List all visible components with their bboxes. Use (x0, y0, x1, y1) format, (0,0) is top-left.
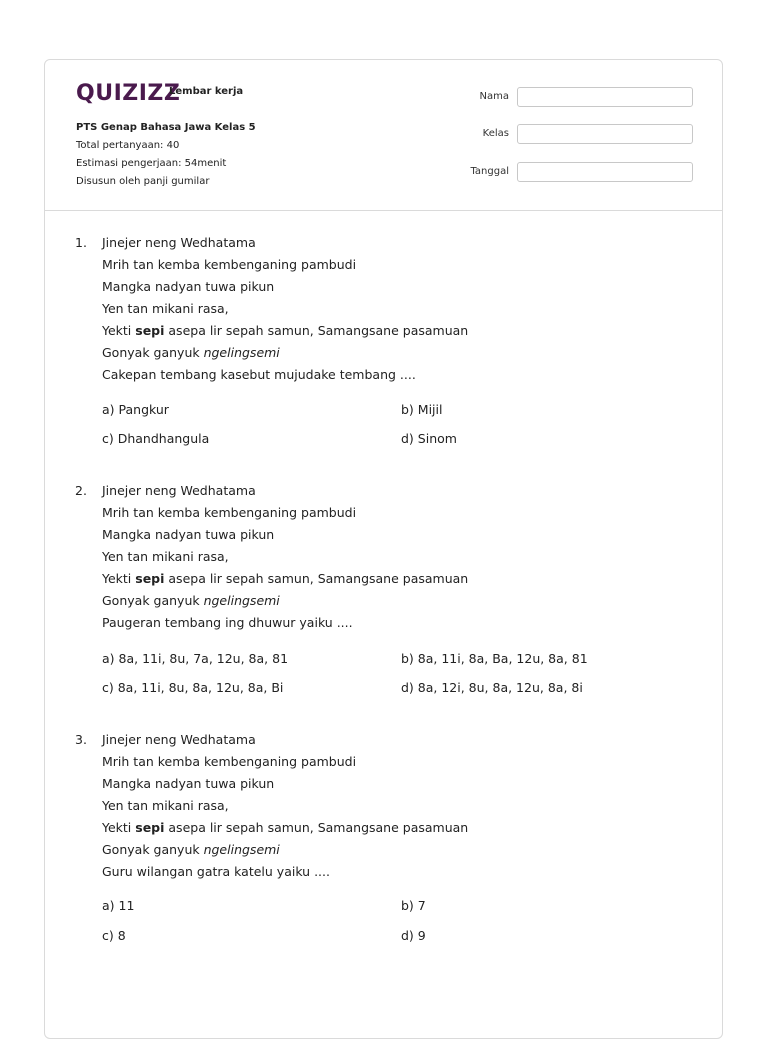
verse-line: Mangka nadyan tuwa pikun (102, 527, 275, 542)
verse-text: Yekti (102, 820, 136, 835)
verse-italic-word: ngelingsemi (203, 345, 280, 360)
date-field[interactable] (517, 162, 693, 182)
verse-line: Jinejer neng Wedhatama (102, 732, 256, 747)
verse-line: Yen tan mikani rasa, (102, 798, 229, 813)
verse-text: Gonyak ganyuk (102, 842, 204, 857)
verse-line: Mrih tan kemba kembenganing pambudi (102, 754, 357, 769)
option-b[interactable]: b) Mijil (401, 402, 443, 417)
verse-line (102, 593, 468, 615)
verse-line (102, 345, 468, 367)
question-text (102, 235, 468, 389)
verse-bold-word: sepi (135, 323, 165, 338)
verse-line: Mangka nadyan tuwa pikun (102, 279, 275, 294)
class-field[interactable] (517, 124, 693, 144)
option-c[interactable]: c) 8a, 11i, 8u, 8a, 12u, 8a, Bi (102, 680, 284, 695)
verse-line: Jinejer neng Wedhatama (102, 235, 256, 250)
worksheet (44, 59, 723, 1039)
question-number: 2. (75, 483, 87, 498)
verse-line: Jinejer neng Wedhatama (102, 483, 256, 498)
question-prompt: Cakepan tembang kasebut mujudake tembang .... (102, 367, 416, 382)
verse-bold-word: sepi (135, 820, 165, 835)
worksheet-title: PTS Genap Bahasa Jawa Kelas 5 (76, 122, 256, 133)
verse-text: asepa lir sepah samun, Samangsane pasamuan (164, 820, 469, 835)
verse-italic-word: ngelingsemi (203, 593, 280, 608)
worksheet-label: Lembar kerja (169, 86, 244, 97)
author: Disusun oleh panji gumilar (76, 176, 210, 187)
total-questions: Total pertanyaan: 40 (76, 140, 180, 151)
option-c[interactable]: c) Dhandhangula (102, 431, 210, 446)
verse-line: Mrih tan kemba kembenganing pambudi (102, 257, 357, 272)
verse-line (102, 842, 468, 864)
option-a[interactable]: a) 11 (102, 898, 135, 913)
worksheet-meta (76, 119, 256, 191)
option-d[interactable]: d) Sinom (401, 431, 457, 446)
option-a[interactable]: a) 8a, 11i, 8u, 7a, 12u, 8a, 81 (102, 651, 289, 666)
option-d[interactable]: d) 9 (401, 928, 426, 943)
option-c[interactable]: c) 8 (102, 928, 126, 943)
estimated-time: Estimasi pengerjaan: 54menit (76, 158, 227, 169)
verse-bold-word: sepi (135, 571, 165, 586)
verse-line: Yen tan mikani rasa, (102, 301, 229, 316)
quizizz-logo: QUIZIZZ (76, 81, 181, 106)
verse-text: asepa lir sepah samun, Samangsane pasamuan (164, 323, 469, 338)
name-field[interactable] (517, 87, 693, 107)
class-label: Kelas (482, 128, 509, 139)
verse-line: Mrih tan kemba kembenganing pambudi (102, 505, 357, 520)
question-prompt: Paugeran tembang ing dhuwur yaiku .... (102, 615, 353, 630)
question-text (102, 483, 468, 637)
verse-italic-word: ngelingsemi (203, 842, 280, 857)
verse-line (102, 571, 468, 593)
option-a[interactable]: a) Pangkur (102, 402, 169, 417)
verse-line: Mangka nadyan tuwa pikun (102, 776, 275, 791)
question-number: 1. (75, 235, 87, 250)
verse-text: Gonyak ganyuk (102, 593, 204, 608)
verse-line (102, 820, 468, 842)
verse-line: Yen tan mikani rasa, (102, 549, 229, 564)
option-d[interactable]: d) 8a, 12i, 8u, 8a, 12u, 8a, 8i (401, 680, 583, 695)
worksheet-header (45, 60, 722, 211)
date-label: Tanggal (470, 166, 509, 177)
verse-text: Yekti (102, 571, 136, 586)
question-prompt: Guru wilangan gatra katelu yaiku .... (102, 864, 330, 879)
name-label: Nama (479, 91, 509, 102)
verse-text: Gonyak ganyuk (102, 345, 204, 360)
question-text (102, 732, 468, 886)
verse-line (102, 323, 468, 345)
option-b[interactable]: b) 7 (401, 898, 426, 913)
verse-text: asepa lir sepah samun, Samangsane pasamuan (164, 571, 469, 586)
option-b[interactable]: b) 8a, 11i, 8a, Ba, 12u, 8a, 81 (401, 651, 588, 666)
verse-text: Yekti (102, 323, 136, 338)
question-number: 3. (75, 732, 87, 747)
